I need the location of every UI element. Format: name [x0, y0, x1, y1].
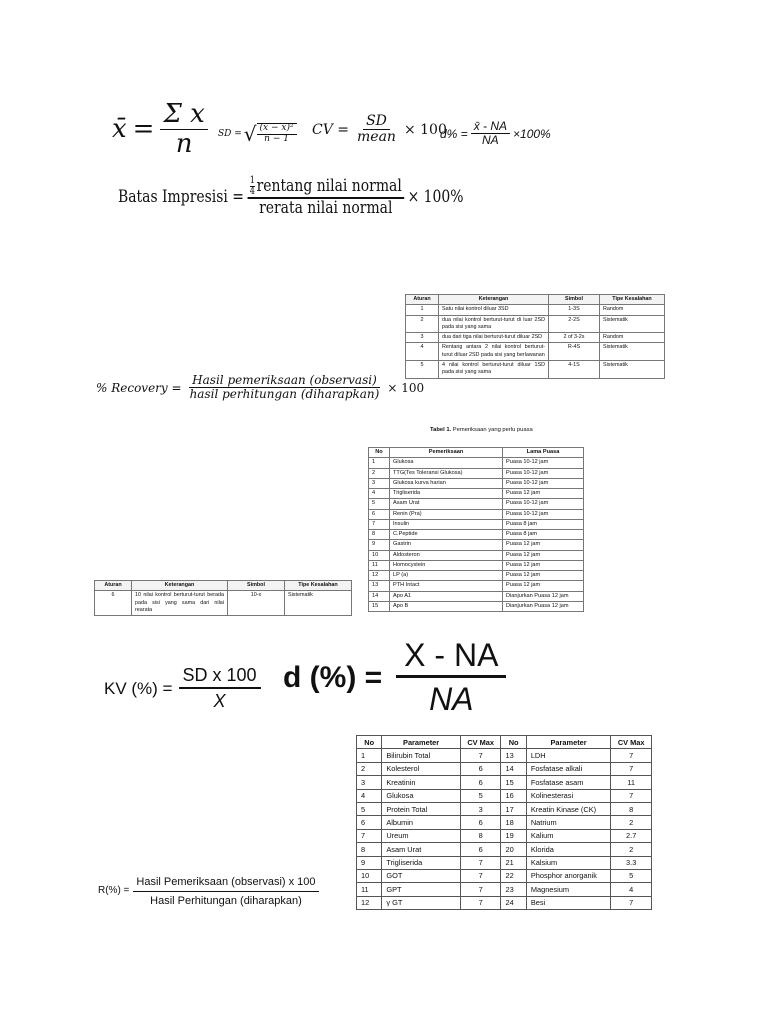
examination-name: PTH Intact — [390, 581, 503, 591]
d-big-denominator: NA — [429, 681, 474, 718]
table-row — [369, 581, 584, 591]
row-number: 3 — [369, 478, 390, 488]
col-simbol: Simbol — [549, 295, 600, 305]
formula-recovery — [96, 374, 424, 401]
formula-cv — [312, 114, 447, 146]
kv-numerator: SD x 100 — [179, 666, 261, 689]
cv-max-value: 5 — [460, 789, 501, 802]
cv-max-value: 4 — [611, 883, 652, 896]
row-number: 5 — [357, 802, 382, 815]
table-row — [357, 883, 652, 896]
table-row: 6 10 nilai kontrol berturut-turut berada pada sisi yang sama dari nilai rearata 10-x Sistematik — [95, 591, 352, 616]
formula-mean: x̄ = $\frac{\text{Σ x}}{n}$ — [112, 100, 208, 158]
table-row — [357, 829, 652, 842]
fasting-duration: Puasa 12 jam — [503, 540, 584, 550]
examination-name: Renin (Pra) — [390, 509, 503, 519]
examination-name: C.Peptide — [390, 530, 503, 540]
parameter-name: Klorida — [526, 843, 611, 856]
table-row — [357, 802, 652, 815]
d-numerator: x̄ - NA — [471, 120, 510, 134]
fasting-duration: Puasa 12 jam — [503, 560, 584, 570]
table-header-row: No Parameter CV Max No Parameter CV Max — [357, 736, 652, 749]
table-header-row: Aturan Keterangan Simbol Tipe Kesalahan — [95, 581, 352, 591]
recovery-denominator: hasil perhitungan (diharapkan) — [189, 387, 380, 402]
fasting-duration: Dianjurkan Puasa 12 jam — [503, 601, 584, 611]
row-number: 19 — [501, 829, 526, 842]
parameter-name: Trigliserida — [382, 856, 461, 869]
fasting-duration: Puasa 10-12 jam — [503, 509, 584, 519]
examination-name: TTG(Tes Toleransi Glukosa) — [390, 468, 503, 478]
row-number: 2 — [369, 468, 390, 478]
row-number: 1 — [357, 749, 382, 762]
formula-d-percent — [440, 120, 551, 147]
row-number: 1 — [369, 458, 390, 468]
parameter-name: Fosfatase asam — [526, 776, 611, 789]
d-tail: ×100% — [513, 126, 551, 141]
table-row: 3 dua dari tiga nilai berturut-turut diluar 2SD 2 of 3-2s Random — [406, 333, 665, 343]
r-denominator: Hasil Perhitungan (diharapkan) — [150, 895, 302, 908]
recovery-numerator: Hasil pemeriksaan (observasi) — [189, 374, 380, 388]
row-number: 16 — [501, 789, 526, 802]
table-row — [357, 856, 652, 869]
col-tipe: Tipe Kesalahan — [600, 295, 665, 305]
fasting-duration: Dianjurkan Puasa 12 jam — [503, 591, 584, 601]
examination-name: Apo B — [390, 601, 503, 611]
row-number: 12 — [369, 571, 390, 581]
cv-max-value: 7 — [611, 762, 652, 775]
formula-batas-impresisi — [118, 176, 464, 218]
examination-name: Glukosa kurva harian — [390, 478, 503, 488]
row-number: 7 — [369, 519, 390, 529]
fasting-duration: Puasa 12 jam — [503, 571, 584, 581]
table-row — [369, 509, 584, 519]
cv-max-value: 3.3 — [611, 856, 652, 869]
parameter-name: GOT — [382, 869, 461, 882]
row-number: 6 — [357, 816, 382, 829]
cv-max-value: 6 — [460, 843, 501, 856]
sd-lhs: SD = — [218, 129, 242, 139]
parameter-name: Glukosa — [382, 789, 461, 802]
parameter-name: Bilirubin Total — [382, 749, 461, 762]
parameter-name: Phosphor anorganik — [526, 869, 611, 882]
fasting-duration: Puasa 8 jam — [503, 530, 584, 540]
sd-numerator: (x − x̄)² — [257, 124, 297, 135]
fasting-duration: Puasa 10-12 jam — [503, 468, 584, 478]
examination-name: Asam Urat — [390, 499, 503, 509]
examination-name: Apo A1 — [390, 591, 503, 601]
cv-max-value: 7 — [611, 789, 652, 802]
recovery-tail: × 100 — [387, 380, 425, 395]
row-number: 10 — [369, 550, 390, 560]
cv-max-value: 8 — [611, 802, 652, 815]
table-row — [369, 489, 584, 499]
kv-lhs: KV (%) = — [104, 678, 173, 698]
row-number: 2 — [357, 762, 382, 775]
fasting-duration: Puasa 10-12 jam — [503, 478, 584, 488]
kv-denominator: X — [213, 690, 226, 711]
row-number: 11 — [357, 883, 382, 896]
row-number: 20 — [501, 843, 526, 856]
parameter-name: Ureum — [382, 829, 461, 842]
col-aturan: Aturan — [406, 295, 439, 305]
table-row: 2 dua nilai kontrol berturut-turut di luar 2SD pada sisi yang sama 2-2S Sistematik — [406, 315, 665, 333]
formula-r — [98, 874, 319, 907]
row-number: 4 — [357, 789, 382, 802]
row-number: 8 — [357, 843, 382, 856]
cv-max-value: 3 — [460, 802, 501, 815]
parameter-name: Kreatin Kinase (CK) — [526, 802, 611, 815]
cv-max-value: 2 — [611, 816, 652, 829]
table-row — [369, 468, 584, 478]
table-row: 4 Rentang antara 2 nilai kontrol berturut-turut diluar 2SD pada sisi yang berlawanan R-4S Sistematik — [406, 343, 665, 361]
d-big-numerator: X - NA — [396, 638, 506, 678]
table-row: 1 Satu nilai kontrol diluar 3SD 1-3S Random — [406, 305, 665, 315]
cv-tail: × 100 — [403, 121, 447, 138]
row-number: 11 — [369, 560, 390, 570]
table-row — [369, 478, 584, 488]
table-row — [357, 816, 652, 829]
r-lhs: R(%) = — [98, 885, 130, 897]
fasting-duration: Puasa 12 jam — [503, 550, 584, 560]
row-number: 9 — [357, 856, 382, 869]
row-number: 15 — [369, 601, 390, 611]
batas-small-num: 1 — [249, 175, 255, 186]
row-number: 24 — [501, 896, 526, 909]
recovery-lhs: % Recovery = — [96, 380, 182, 395]
cv-max-value: 7 — [460, 856, 501, 869]
parameter-name: Asam Urat — [382, 843, 461, 856]
table-row — [369, 519, 584, 529]
fasting-table — [368, 447, 584, 612]
mean-symbol: x̄ — [112, 114, 127, 145]
parameter-name: Kolesterol — [382, 762, 461, 775]
batas-tail: × 100% — [407, 186, 464, 207]
table-row — [369, 530, 584, 540]
row-number: 5 — [369, 499, 390, 509]
mean-denominator: n — [175, 128, 193, 159]
table-caption: Tabel 1. Pemeriksaan yang perlu puasa — [430, 427, 533, 433]
fasting-duration: Puasa 10-12 jam — [503, 499, 584, 509]
parameter-name: Besi — [526, 896, 611, 909]
table-header-row — [369, 448, 584, 458]
row-number: 10 — [357, 869, 382, 882]
parameter-name: Albumin — [382, 816, 461, 829]
cv-numerator: SD — [363, 114, 390, 130]
row-number: 14 — [369, 591, 390, 601]
d-big-lhs: d (%) = — [283, 660, 383, 694]
table-row — [357, 762, 652, 775]
cv-denominator: mean — [357, 129, 396, 146]
table-row — [357, 869, 652, 882]
table-row — [369, 560, 584, 570]
examination-name: Insulin — [390, 519, 503, 529]
cv-max-value: 7 — [611, 896, 652, 909]
table-row — [369, 458, 584, 468]
batas-lhs: Batas Impresisi = — [118, 186, 244, 207]
examination-name: Aldosteron — [390, 550, 503, 560]
table-row — [357, 776, 652, 789]
table-row — [369, 571, 584, 581]
table-row — [357, 843, 652, 856]
cv-max-value: 8 — [460, 829, 501, 842]
parameter-name: Magnesium — [526, 883, 611, 896]
row-number: 21 — [501, 856, 526, 869]
formula-d-big — [283, 638, 506, 717]
mean-numerator: Σ x — [160, 100, 207, 130]
row-number: 13 — [369, 581, 390, 591]
westgard-rule-6-table — [94, 580, 352, 616]
table-row — [369, 540, 584, 550]
table-row — [357, 789, 652, 802]
parameter-name: Kreatinin — [382, 776, 461, 789]
cv-max-value: 2 — [611, 843, 652, 856]
col-lama-puasa: Lama Puasa — [503, 448, 584, 458]
parameter-name: LDH — [526, 749, 611, 762]
parameter-name: Fosfatase alkali — [526, 762, 611, 775]
sd-denominator: n − 1 — [264, 134, 289, 144]
cv-max-value: 7 — [460, 883, 501, 896]
row-number: 18 — [501, 816, 526, 829]
parameter-name: Protein Total — [382, 802, 461, 815]
row-number: 6 — [369, 509, 390, 519]
cv-max-value: 6 — [460, 762, 501, 775]
cv-max-value: 2.7 — [611, 829, 652, 842]
cv-max-value: 7 — [611, 749, 652, 762]
row-number: 9 — [369, 540, 390, 550]
table-row — [369, 591, 584, 601]
table-row — [357, 749, 652, 762]
row-number: 15 — [501, 776, 526, 789]
fasting-duration: Puasa 12 jam — [503, 581, 584, 591]
row-number: 17 — [501, 802, 526, 815]
cv-max-value: 6 — [460, 776, 501, 789]
row-number: 12 — [357, 896, 382, 909]
row-number: 8 — [369, 530, 390, 540]
col-keterangan: Keterangan — [439, 295, 549, 305]
formula-sd: SD = √ $\frac{\text{(x − x̄)²}}{n - 1}$ — [218, 122, 297, 146]
parameter-name: Natrium — [526, 816, 611, 829]
col-no: No — [369, 448, 390, 458]
row-number: 3 — [357, 776, 382, 789]
cv-max-value: 7 — [460, 896, 501, 909]
cv-max-value: 11 — [611, 776, 652, 789]
row-number: 23 — [501, 883, 526, 896]
d-lhs: d% = — [440, 126, 468, 141]
row-number: 14 — [501, 762, 526, 775]
fasting-duration: Puasa 8 jam — [503, 519, 584, 529]
parameter-name: Kolinesterasi — [526, 789, 611, 802]
row-number: 13 — [501, 749, 526, 762]
cv-max-value: 7 — [460, 869, 501, 882]
parameter-name: Kalsium — [526, 856, 611, 869]
fasting-duration: Puasa 10-12 jam — [503, 458, 584, 468]
examination-name: Glukosa — [390, 458, 503, 468]
cv-max-value: 5 — [611, 869, 652, 882]
examination-name: LP (a) — [390, 571, 503, 581]
table-row — [369, 499, 584, 509]
formula-kv — [104, 666, 261, 712]
examination-name: Homocystein — [390, 560, 503, 570]
batas-denominator: rerata nilai normal — [259, 198, 393, 218]
row-number: 22 — [501, 869, 526, 882]
table-header-row — [406, 295, 665, 305]
examination-name: Gastrin — [390, 540, 503, 550]
cv-max-table — [356, 735, 652, 910]
table-row: 5 4 nilai kontrol berturut-turut diluar 1SD pada sisi yang sama 4-1S Sistematik — [406, 361, 665, 379]
table-row — [369, 550, 584, 560]
batas-numerator: rentang nilai normal — [256, 176, 402, 197]
table-row — [357, 896, 652, 909]
col-pemeriksaan: Pemeriksaan — [390, 448, 503, 458]
parameter-name: Kalium — [526, 829, 611, 842]
cv-max-value: 7 — [460, 749, 501, 762]
row-number: 4 — [369, 489, 390, 499]
fasting-duration: Puasa 12 jam — [503, 489, 584, 499]
d-denominator: NA — [482, 133, 499, 148]
row-number: 7 — [357, 829, 382, 842]
cv-max-value: 6 — [460, 816, 501, 829]
westgard-rules-table — [405, 294, 665, 379]
parameter-name: γ GT — [382, 896, 461, 909]
examination-name: Trigliserida — [390, 489, 503, 499]
table-row — [369, 601, 584, 611]
r-numerator: Hasil Pemeriksaan (observasi) x 100 — [133, 874, 318, 892]
batas-small-den: 4 — [249, 186, 255, 197]
parameter-name: GPT — [382, 883, 461, 896]
cv-lhs: CV = — [312, 121, 350, 138]
